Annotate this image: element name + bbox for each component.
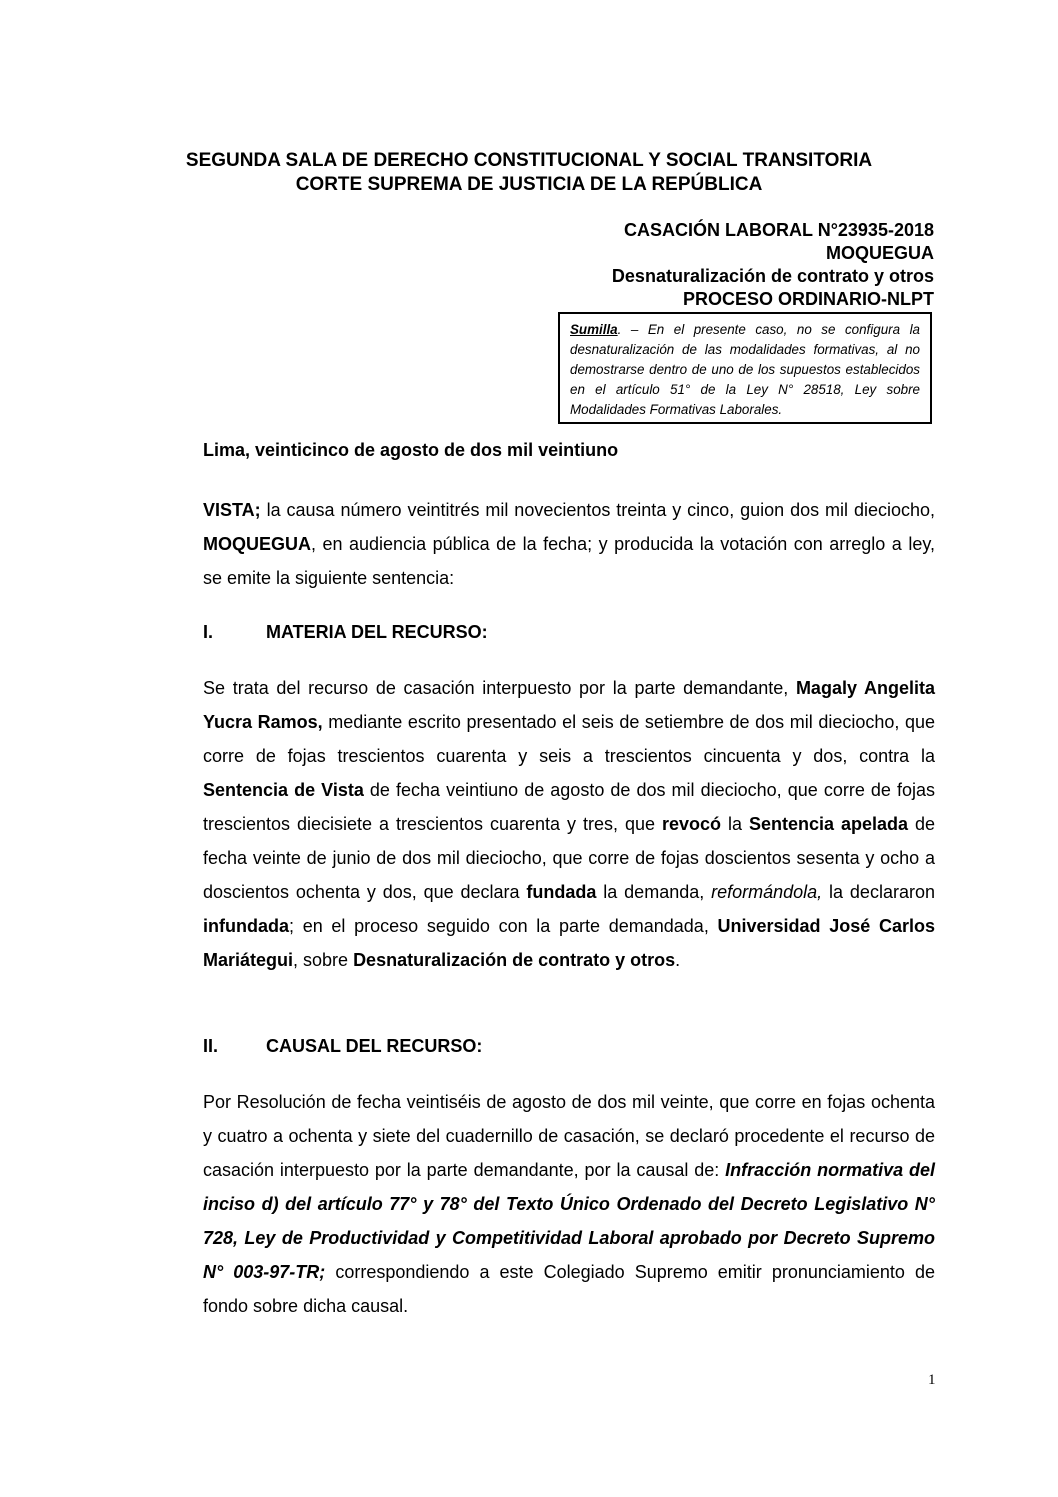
section-2-number: II.	[203, 1036, 219, 1056]
sentencia-vista-ref: Sentencia de Vista	[203, 780, 364, 800]
section-2-heading	[203, 1036, 482, 1057]
case-place: MOQUEGUA	[826, 243, 934, 263]
materia-paragraph	[203, 671, 935, 977]
causal-text: Por Resolución de fecha veintiséis de agosto de dos mil veinte, que corre en fojas ochenta y cuatro a ochenta y siete del cuadernillo de casación, se declaró procedente el recurso de casación interpuesto por la parte demandante, por la causal de:	[203, 1092, 935, 1180]
materia-text: mediante escrito presentado el seis de setiembre de dos mil dieciocho, que corre de fojas trescientos cuarenta y seis a trescientos cincuenta y dos, contra la	[203, 712, 936, 766]
date-line: Lima, veinticinco de agosto de dos mil veintiuno	[203, 440, 619, 460]
sumilla-label: Sumilla	[570, 322, 618, 337]
materia-text: , sobre	[293, 950, 354, 970]
section-1-title: MATERIA DEL RECURSO:	[266, 622, 488, 642]
court-chamber-title: SEGUNDA SALA DE DERECHO CONSTITUCIONAL Y SOCIAL TRANSITORIA	[185, 150, 873, 171]
materia-text: la declararon	[822, 882, 935, 902]
causal-text: correspondiendo a este Colegiado Supremo emitir pronunciamiento de fondo sobre dicha causal.	[203, 1262, 935, 1316]
revoco-term: revocó	[661, 814, 721, 834]
section-2-title: CAUSAL DEL RECURSO:	[266, 1036, 483, 1056]
materia-text: Se trata del recurso de casación interpuesto por la parte demandante,	[203, 678, 796, 698]
causal-infraction: Infracción normativa del inciso d) del artículo 77° y 78° del Texto Único Ordenado del Decreto Legislativo N° 728, Ley de Productividad y Competitividad Laboral aprobado por Decreto Supremo N° 003-97-TR;	[203, 1160, 935, 1282]
plaintiff-name: Magaly Angelita Yucra Ramos,	[203, 678, 935, 732]
vista-text-2: , en audiencia pública de la fecha; y producida la votación con arreglo a ley, se emite la siguiente sentencia:	[203, 534, 935, 588]
infundada-term: infundada	[203, 916, 289, 936]
matter-ref: Desnaturalización de contrato y otros	[353, 950, 676, 970]
materia-text: de fecha veintiuno de agosto de dos mil dieciocho, que corre de fojas trescientos diecisiete a trescientos cuarenta y tres, que	[203, 780, 935, 834]
materia-text: la demanda,	[596, 882, 712, 902]
defendant-name: Universidad José Carlos Mariátegui	[203, 916, 935, 970]
vista-lead: VISTA;	[203, 500, 261, 520]
vista-place: MOQUEGUA	[203, 534, 311, 554]
fundada-term: fundada	[526, 882, 597, 902]
sumilla-text: . – En el presente caso, no se configura la desnaturalización de las modalidades formativas, al no demostrarse dentro de uno de los supuestos establecidos en el artículo 51° de la Ley N° 28518, Ley sobre Modalidades Formativas Laborales.	[570, 322, 920, 417]
page-number: 1	[928, 1372, 936, 1388]
materia-text: ; en el proceso seguido con la parte demandada,	[289, 916, 718, 936]
section-1-number: I.	[203, 622, 214, 642]
vista-text-1: la causa número veintitrés mil novecientos treinta y cinco, guion dos mil dieciocho,	[260, 500, 935, 520]
materia-text: .	[675, 950, 681, 970]
court-name-title: CORTE SUPREMA DE JUSTICIA DE LA REPÚBLICA	[295, 174, 763, 195]
reformandola-term: reformándola,	[711, 882, 823, 902]
materia-text: de fecha veinte de junio de dos mil dieciocho, que corre de fojas doscientos sesenta y ocho a doscientos ochenta y dos, que declara	[203, 814, 935, 902]
section-1-heading	[203, 622, 488, 643]
materia-text: la	[721, 814, 749, 834]
case-number: CASACIÓN LABORAL N°23935-2018	[624, 220, 934, 240]
vista-paragraph	[203, 493, 935, 595]
causal-paragraph	[203, 1085, 935, 1323]
case-process: PROCESO ORDINARIO-NLPT	[682, 289, 934, 309]
sentencia-apelada-ref: Sentencia apelada	[748, 814, 908, 834]
sumilla-box	[558, 312, 932, 424]
case-matter: Desnaturalización de contrato y otros	[611, 266, 934, 286]
